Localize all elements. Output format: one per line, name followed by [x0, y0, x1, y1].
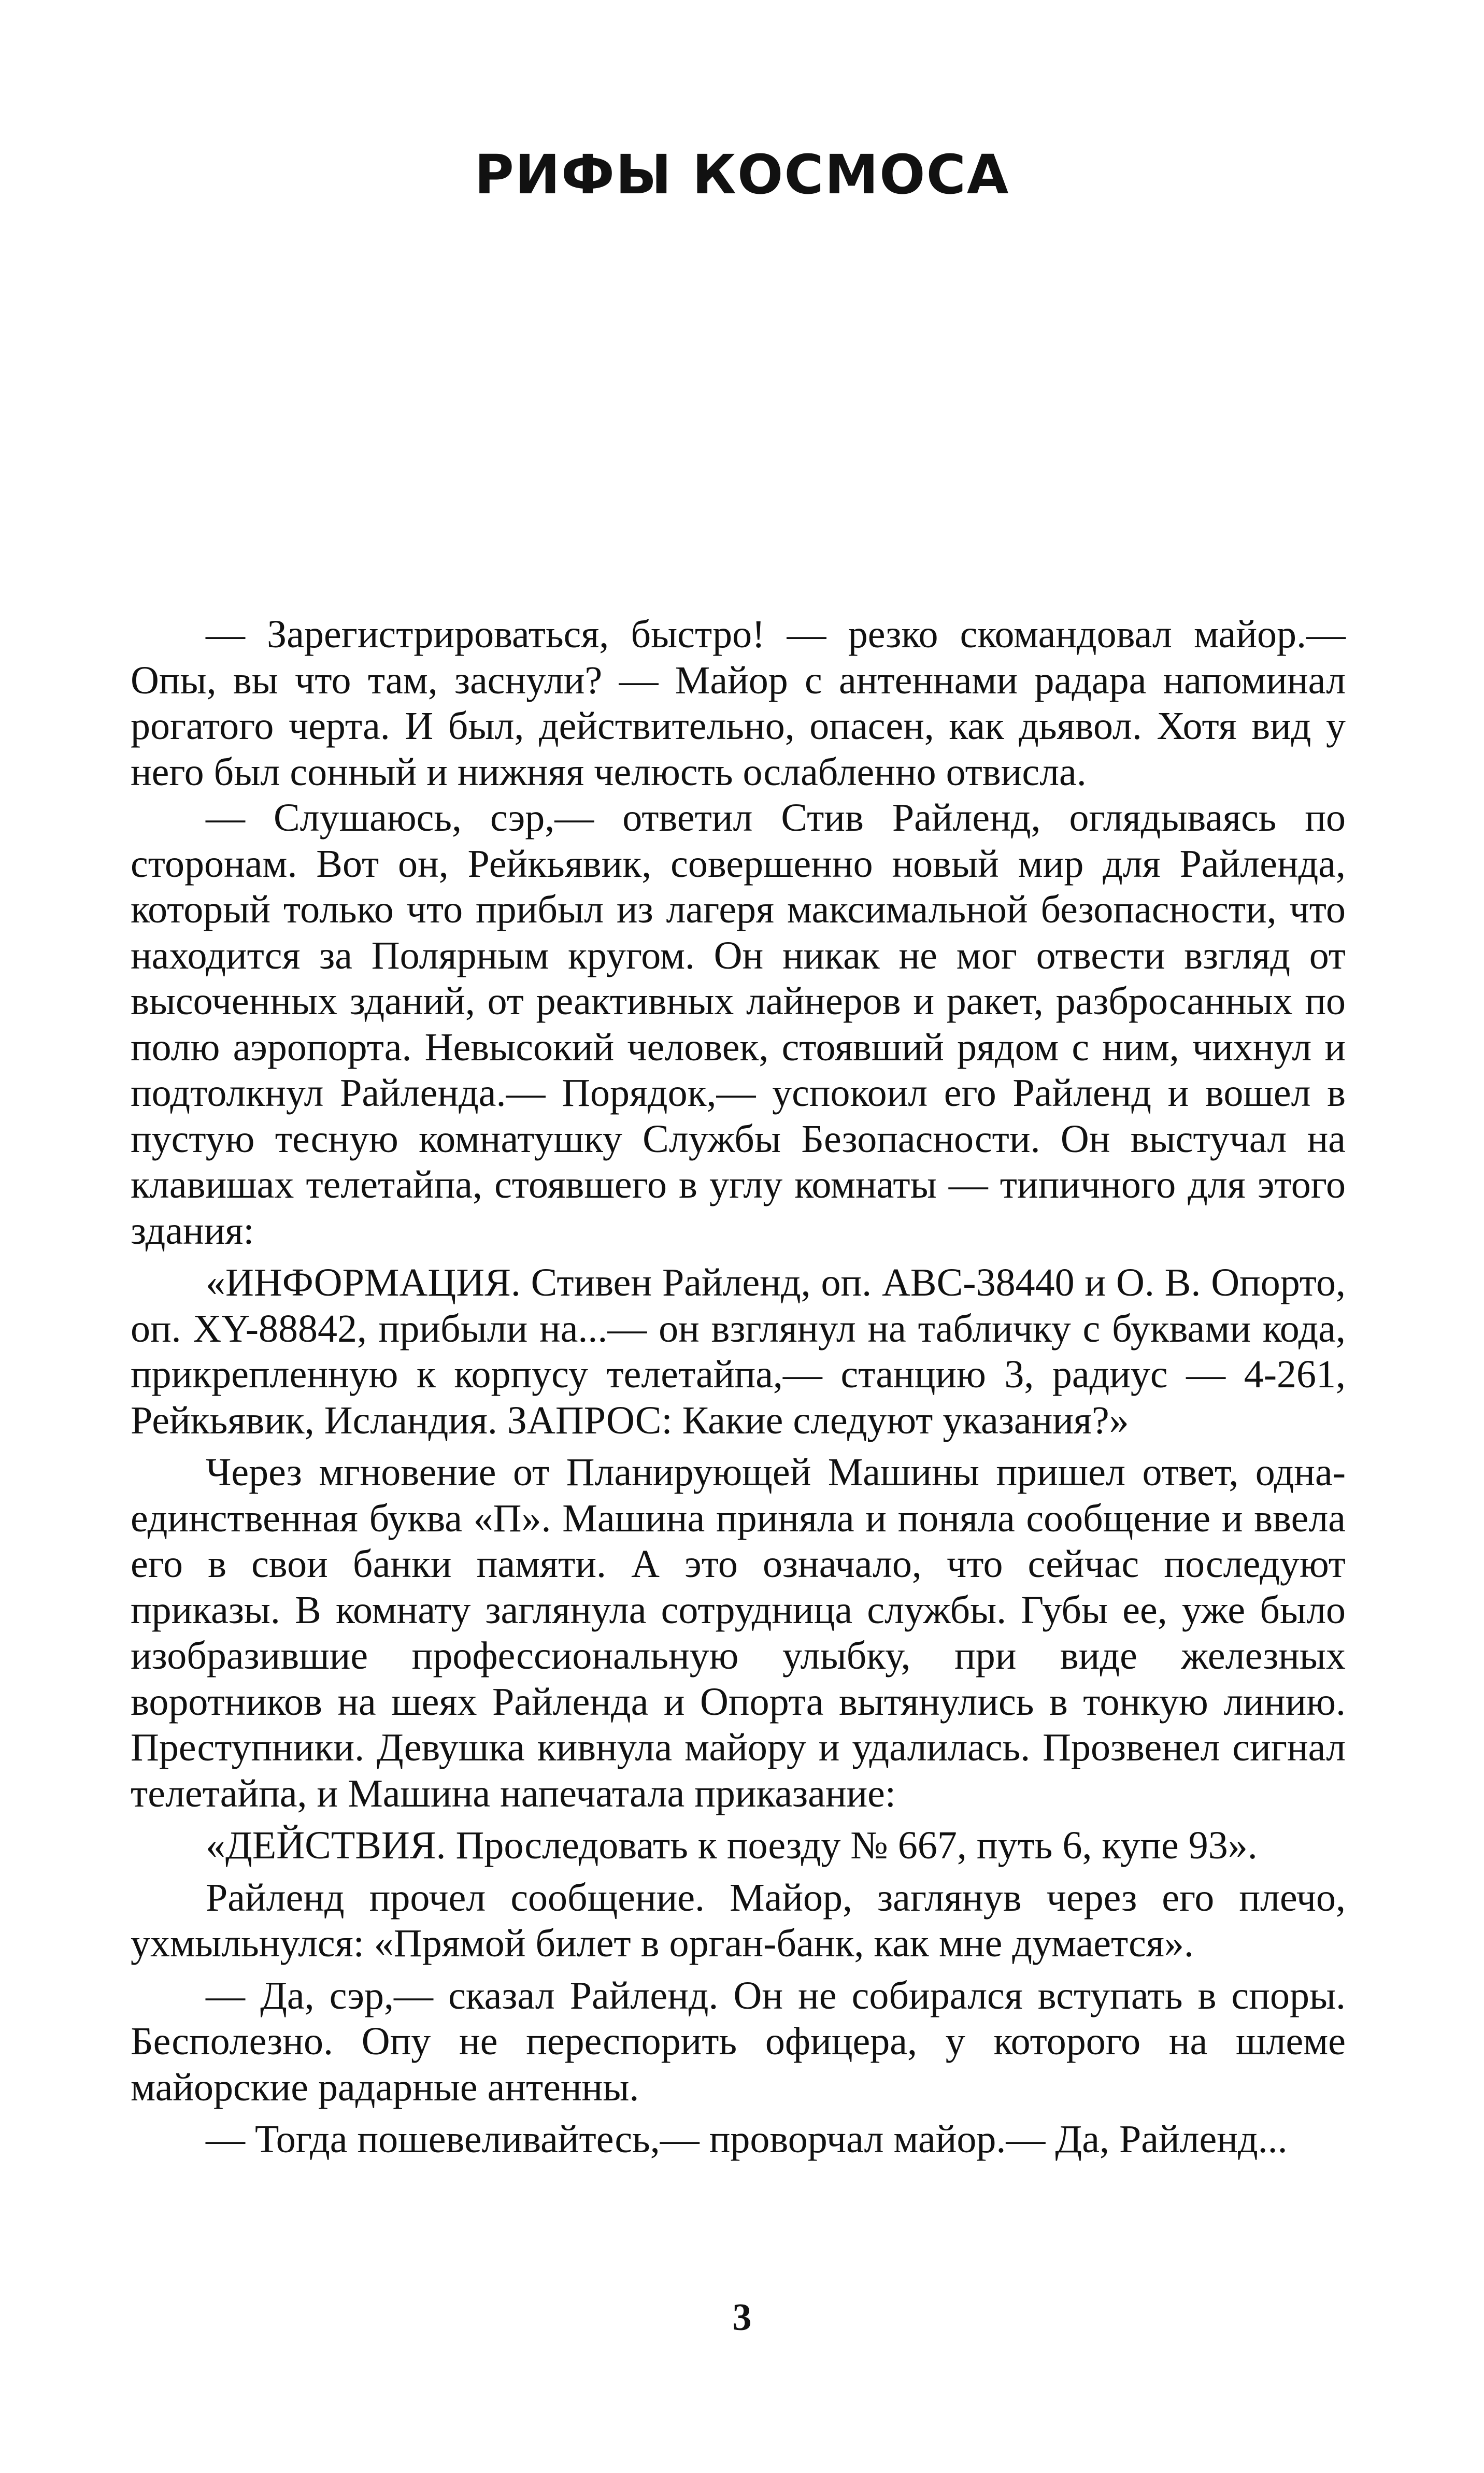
paragraph: — Тогда пошевеливайтесь,— проворчал майор.— Да, Райленд...	[206, 2117, 1288, 2161]
chapter-title: РИФЫ КОСМОСА	[474, 143, 1010, 206]
paragraph: — Зарегистрироваться, быстро! — резко скомандовал майор.— Опы, вы что там, заснули? — Майор с антеннами радара напоминал рогатого черта. И был, действительно, опасен, как дьявол. Хотя вид у него был сонный и нижняя челюсть ослабленно отвисла.	[131, 613, 1346, 794]
paragraph: — Слушаюсь, сэр,— ответил Стив Райленд, оглядываясь по сторонам. Вот он, Рейкьявик, совершенно новый мир для Райленда, который только что прибыл из лагеря максимальной безопасности, что находится за Полярным кругом. Он никак не мог отвести взгляд от высоченных зданий, от реактивных лайнеров и ракет, разбросанных по полю аэропорта. Невысокий человек, стоявший рядом с ним, чихнул и подтолкнул Райленда.— Порядок,— успокоил его Райленд и вошел в пустую тесную комнатушку Службы Безопасности. Он выстучал на клавишах телетайпа, стоявшего в углу комнаты — типичного для этого здания:	[131, 796, 1346, 1253]
paragraph: Райленд прочел сообщение. Майор, заглянув через его плечо, ухмыльнулся: «Прямой билет в орган-банк, как мне думается».	[131, 1875, 1346, 1965]
paragraph: «ДЕЙСТВИЯ. Проследовать к поезду № 667, путь 6, купе 93».	[206, 1824, 1258, 1867]
paragraph: Через мгновение от Планирующей Машины пришел ответ, одна-единственная буква «П». Машина приняла и поняла сообщение и ввела его в свои банки памяти. А это означало, что сейчас последуют приказы. В комнату заглянула сотрудница службы. Губы ее, уже было изобразившие профессиональную улыбку, при виде железных воротников на шеях Райленда и Опорта вытянулись в тонкую линию. Преступники. Девушка кивнула майору и удалилась. Прозвенел сигнал телетайпа, и Машина напечатала приказание:	[131, 1451, 1346, 1815]
paragraph: «ИНФОРМАЦИЯ. Стивен Райленд, оп. ABC-38440 и О. В. Опорто, оп. XY-88842, прибыли на...— он взглянул на табличку с буквами кода, прикрепленную к корпусу телетайпа,— станцию 3, радиус — 4-261, Рейкьявик, Исландия. ЗАПРОС: Какие следуют указания?»	[131, 1261, 1346, 1442]
paragraph: — Да, сэр,— сказал Райленд. Он не собирался вступать в споры. Бесполезно. Опу не переспорить офицера, у которого на шлеме майорские радарные антенны.	[131, 1973, 1346, 2109]
page-number: 3	[732, 2296, 752, 2339]
body-text	[131, 612, 1346, 2163]
